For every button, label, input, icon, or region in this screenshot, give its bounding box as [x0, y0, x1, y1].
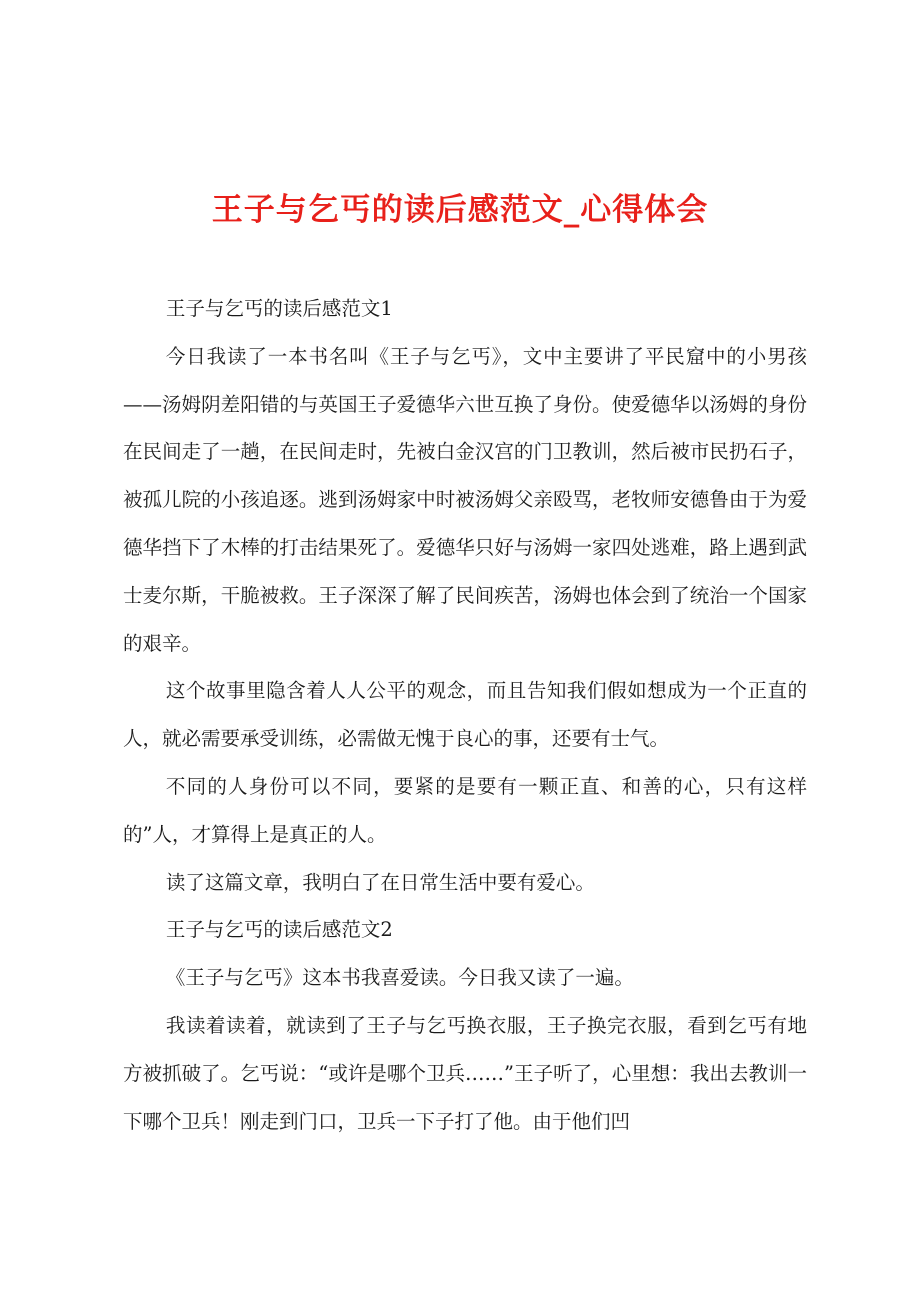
paragraph: 《王子与乞丐》这本书我喜爱读。今日我又读了一遍。	[165, 966, 634, 990]
section-heading-1: 王子与乞丐的读后感范文1	[165, 297, 393, 320]
paragraph: 这个故事里隐含着人人公平的观念，而且告知我们假如想成为一个正直的人，就必需要承受训练，必需做无愧于良心的事，还要有士气。	[123, 679, 807, 751]
document-body	[123, 285, 807, 1145]
paragraph: 我读着读着，就读到了王子与乞丐换衣服，王子换完衣服，看到乞丐有地方被抓破了。乞丐说：“或许是哪个卫兵……”王子听了，心里想：我出去教训一下哪个卫兵！刚走到门口，卫兵一下子打了他。由于他们凹	[123, 1013, 807, 1133]
document-title: 王子与乞丐的读后感范文_心得体会	[211, 192, 709, 228]
section-heading-2: 王子与乞丐的读后感范文2	[165, 918, 393, 942]
paragraph: 不同的人身份可以不同，要紧的是要有一颗正直、和善的心，只有这样的”人，才算得上是真正的人。	[123, 774, 807, 846]
paragraph: 今日我读了一本书名叫《王子与乞丐》，文中主要讲了平民窟中的小男孩——汤姆阴差阳错的与英国王子爱德华六世互换了身份。使爱德华以汤姆的身份在民间走了一趟，在民间走时，先被白金汉宫的门卫教训，然后被市民扔石子，被孤儿院的小孩追逐。逃到汤姆家中时被汤姆父亲殴骂，老牧师安德鲁由于为爱德华挡下了木棒的打击结果死了。爱德华只好与汤姆一家四处逃难，路上遇到武士麦尔斯，干脆被救。王子深深了解了民间疾苦，汤姆也体会到了统治一个国家的艰辛。	[123, 344, 807, 655]
paragraph: 读了这篇文章，我明白了在日常生活中要有爱心。	[165, 870, 595, 894]
